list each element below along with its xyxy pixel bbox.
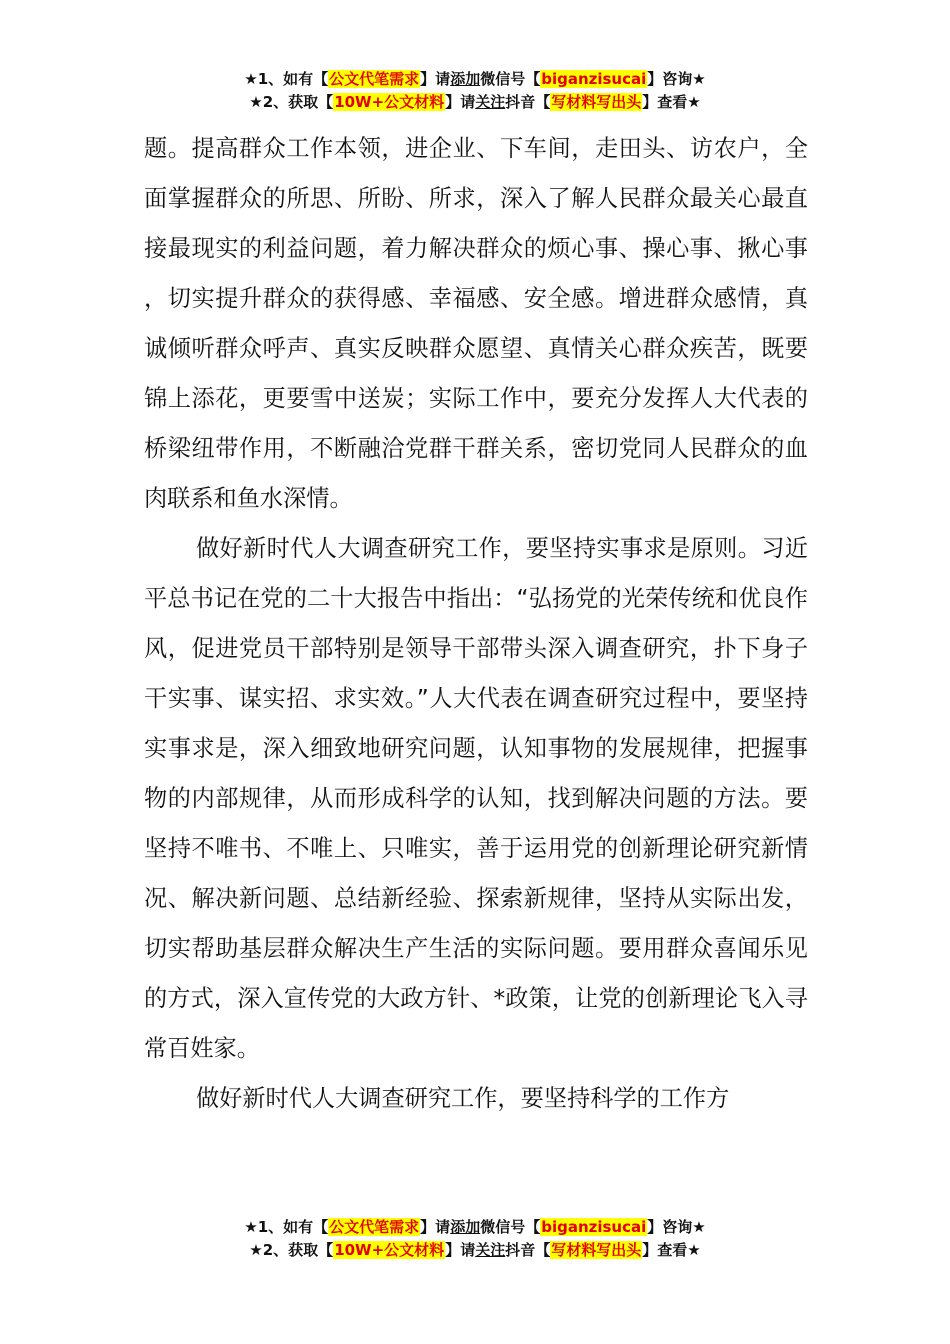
promo-text: 】请	[445, 93, 476, 111]
promo-text: ★1、如有【	[244, 70, 329, 88]
promo-highlight: 公文代笔需求	[329, 70, 420, 88]
promo-text: 微信号【	[480, 70, 541, 88]
promo-underlined: 添加	[450, 1218, 481, 1236]
paragraph: 做好新时代人大调查研究工作，要坚持科学的工作方	[196, 1085, 730, 1112]
promo-line-2	[0, 1239, 950, 1262]
wechat-id-highlight: biganzisucai	[541, 70, 647, 88]
promo-text: ★2、获取【	[249, 93, 334, 111]
promo-highlight: 10W+公文材料	[334, 93, 445, 111]
promo-line-1	[0, 68, 950, 91]
promo-text: 】咨询★	[647, 70, 706, 88]
promo-text: 】请	[445, 1241, 476, 1259]
douyin-id-highlight: 写材料写出头	[551, 1241, 642, 1259]
promo-text: 】查看★	[642, 93, 701, 111]
promo-text: ★1、如有【	[244, 1218, 329, 1236]
paragraph: 做好新时代人大调查研究工作，要坚持实事求是原则。习近平总书记在党的二十大报告中指出：“弘扬党的光荣传统和优良作风，促进党员干部特别是领导干部带头深入调查研究，扑下身子干实事、谋实招、求实效。”人大代表在调查研究过程中，要坚持实事求是，深入细致地研究问题，认知事物的发展规律，把握事物的内部规律，从而形成科学的认知，找到解决问题的方法。要坚持不唯书、不唯上、只唯实，善于运用党的创新理论研究新情况、解决新问题、总结新经验、探索新规律，坚持从实际出发，切实帮助基层群众解决生产生活的实际问题。要用群众喜闻乐见的方式，深入宣传党的大政方针、*政策，让党的创新理论飞入寻常百姓家。	[144, 535, 808, 1062]
promo-text: 抖音【	[505, 1241, 551, 1259]
douyin-id-highlight: 写材料写出头	[551, 93, 642, 111]
footer-promo-banner	[0, 1216, 950, 1262]
wechat-id-highlight: biganzisucai	[541, 1218, 647, 1236]
promo-highlight: 公文代笔需求	[329, 1218, 420, 1236]
promo-text: 】请	[420, 70, 451, 88]
promo-underlined: 关注	[475, 93, 506, 111]
promo-highlight: 10W+公文材料	[334, 1241, 445, 1259]
promo-text: 】查看★	[642, 1241, 701, 1259]
promo-underlined: 关注	[475, 1241, 506, 1259]
header-promo-banner	[0, 68, 950, 114]
promo-line-2	[0, 91, 950, 114]
promo-text: 】咨询★	[647, 1218, 706, 1236]
document-body	[144, 124, 808, 1124]
promo-text: 】请	[420, 1218, 451, 1236]
promo-text: 抖音【	[505, 93, 551, 111]
promo-text: 微信号【	[480, 1218, 541, 1236]
promo-underlined: 添加	[450, 70, 481, 88]
promo-text: ★2、获取【	[249, 1241, 334, 1259]
promo-line-1	[0, 1216, 950, 1239]
paragraph-continued: 题。提高群众工作本领，进企业、下车间，走田头、访农户，全面掌握群众的所思、所盼、所求，深入了解人民群众最关心最直接最现实的利益问题，着力解决群众的烦心事、操心事、揪心事，切实提升群众的获得感、幸福感、安全感。增进群众感情，真诚倾听群众呼声、真实反映群众愿望、真情关心群众疾苦，既要锦上添花，更要雪中送炭；实际工作中，要充分发挥人大代表的桥梁纽带作用，不断融洽党群干群关系，密切党同人民群众的血肉联系和鱼水深情。	[144, 135, 808, 512]
